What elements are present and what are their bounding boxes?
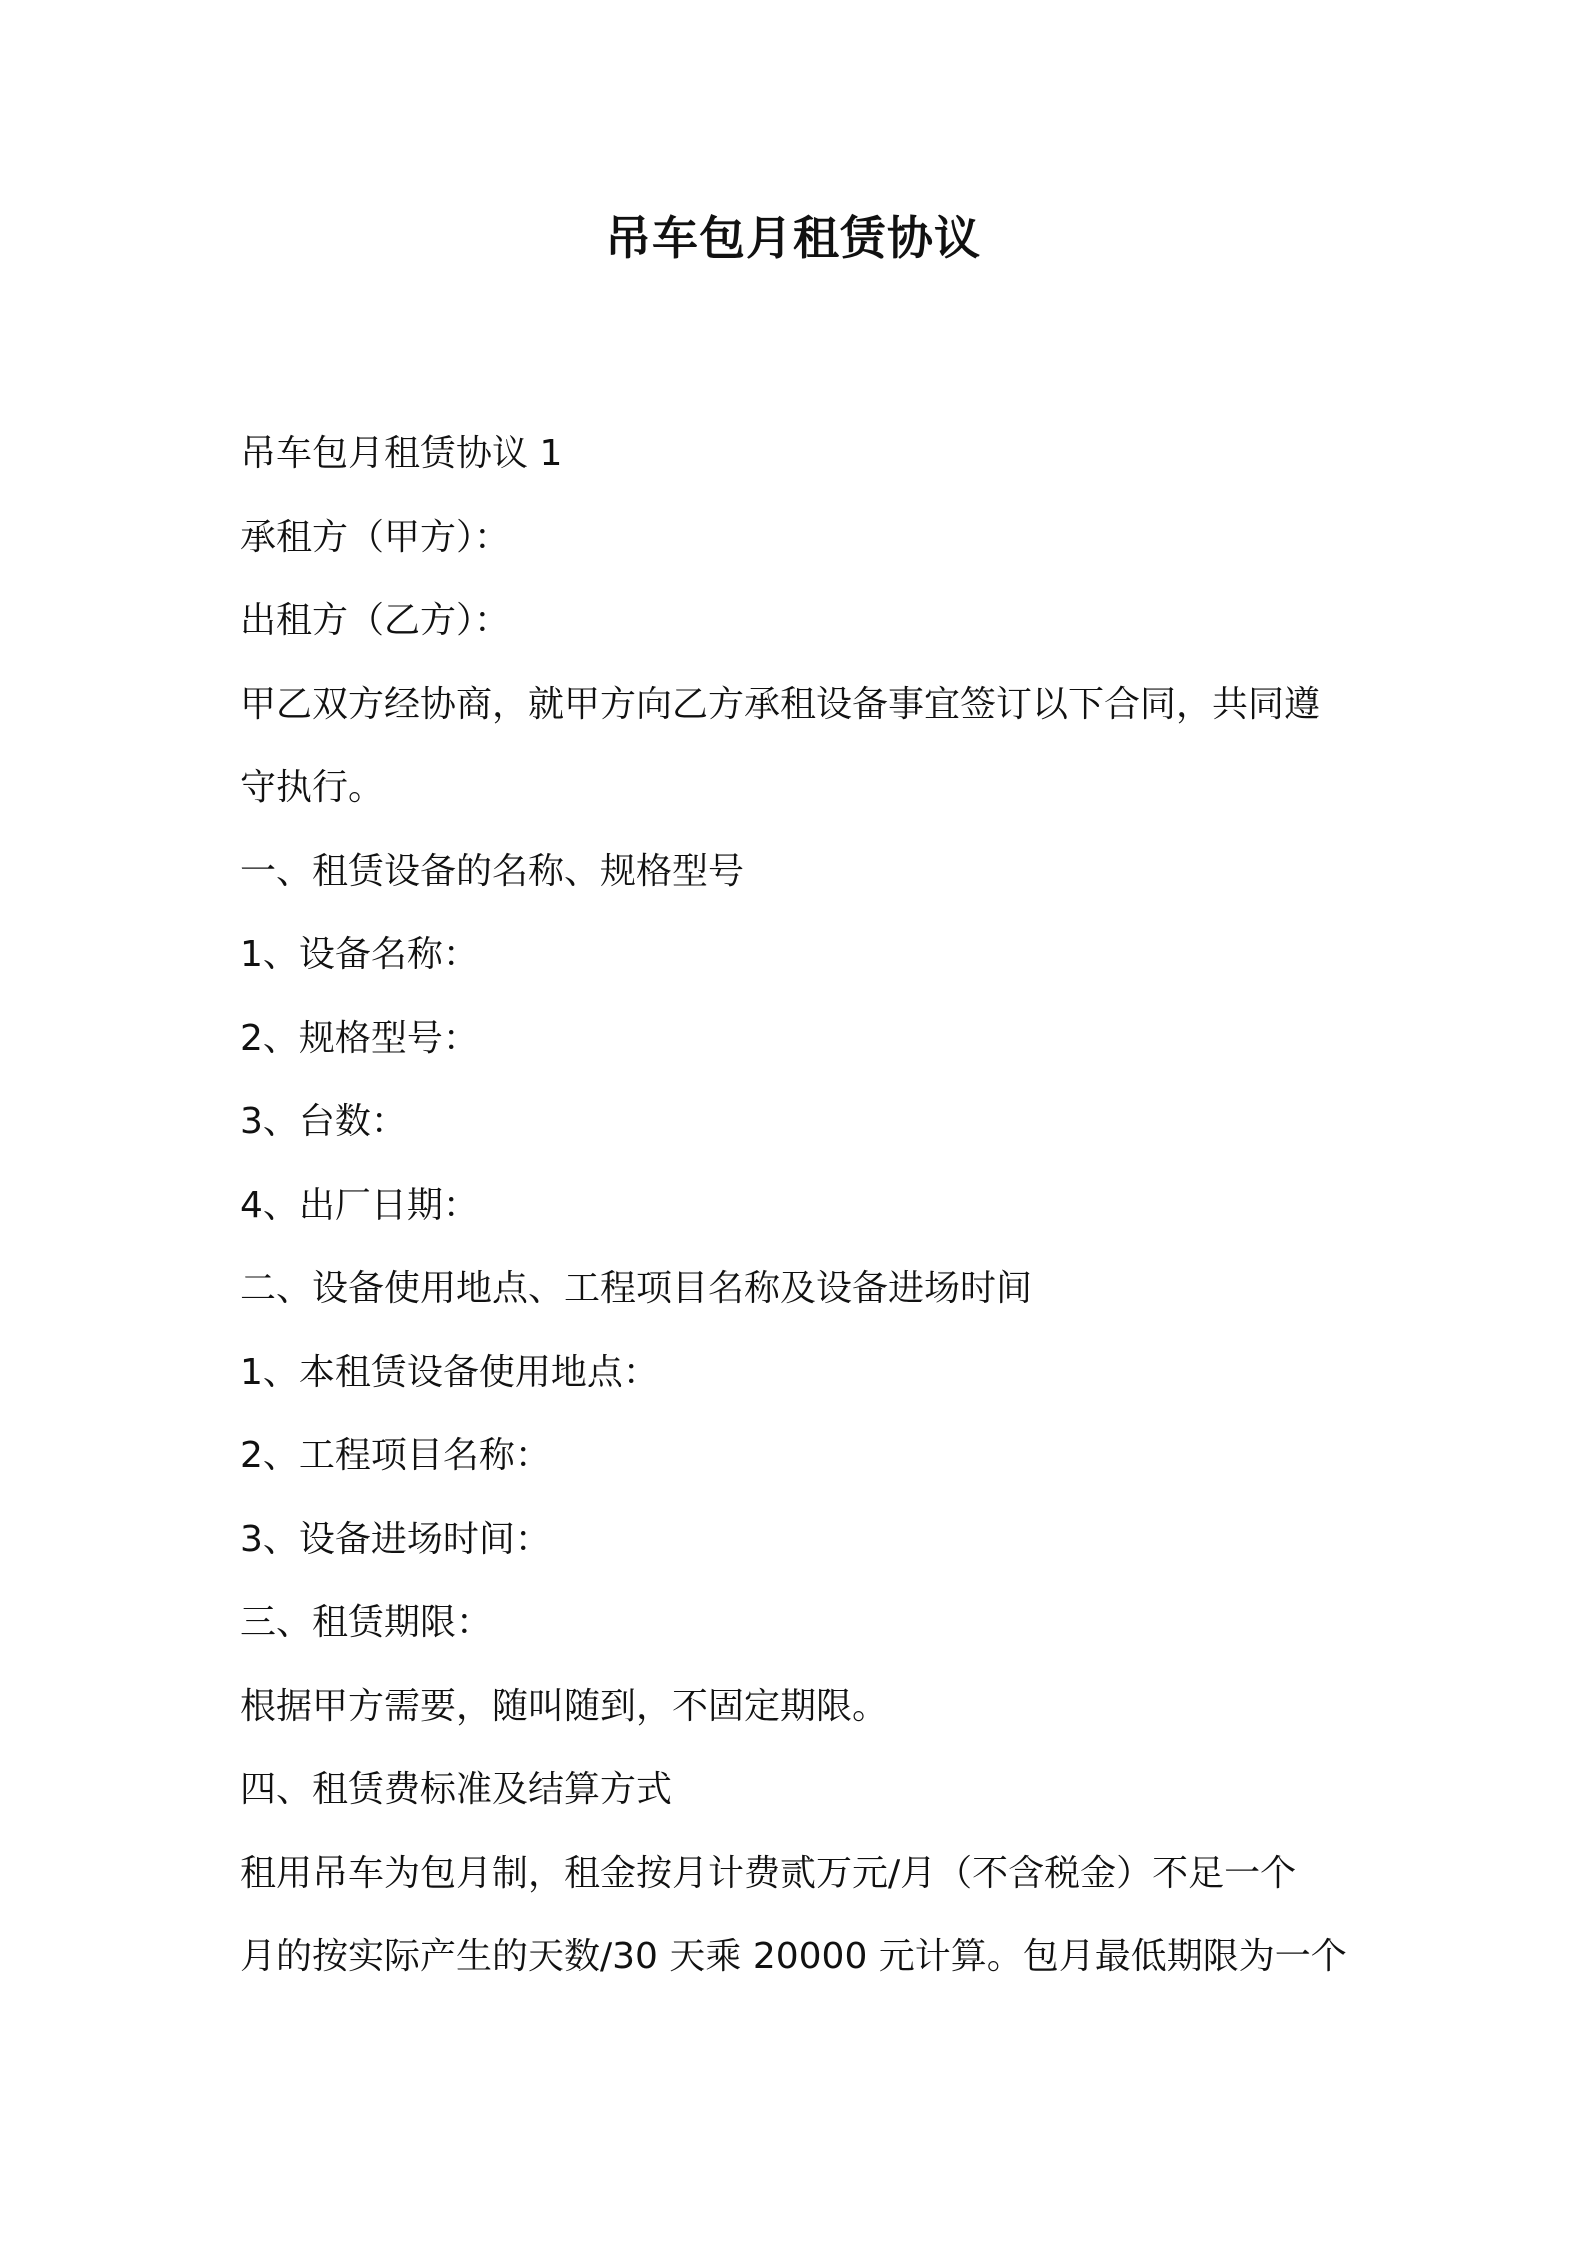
party-a-lessee: 承租方（甲方）： bbox=[240, 516, 511, 558]
project-name-field: 2、工程项目名称： bbox=[240, 1435, 551, 1476]
lease-term-text: 根据甲方需要，随叫随到，不固定期限。 bbox=[240, 1685, 889, 1727]
rent-terms-line-2: 月的按实际产生的天数/30 天乘 20000 元计算。包月最低期限为一个 bbox=[240, 1936, 1347, 1977]
equipment-quantity-field: 3、台数： bbox=[240, 1101, 407, 1142]
entry-time-field: 3、设备进场时间： bbox=[240, 1518, 551, 1560]
preamble-line-2: 守执行。 bbox=[240, 767, 385, 808]
manufacture-date-field: 4、出厂日期： bbox=[240, 1184, 479, 1226]
section-4-heading: 四、租赁费标准及结算方式 bbox=[240, 1769, 673, 1810]
preamble-line-1: 甲乙双方经协商，就甲方向乙方承租设备事宜签订以下合同，共同遵 bbox=[240, 683, 1321, 725]
equipment-name-field: 1、设备名称： bbox=[240, 934, 479, 975]
document-body bbox=[240, 412, 1370, 1999]
section-3-heading: 三、租赁期限： bbox=[240, 1602, 493, 1643]
equipment-model-field: 2、规格型号： bbox=[240, 1017, 479, 1059]
section-2-heading: 二、设备使用地点、工程项目名称及设备进场时间 bbox=[240, 1268, 1033, 1309]
agreement-subtitle: 吊车包月租赁协议 1 bbox=[240, 433, 563, 474]
usage-location-field: 1、本租赁设备使用地点： bbox=[240, 1351, 659, 1393]
rent-terms-line-1: 租用吊车为包月制，租金按月计费贰万元/月（不含税金）不足一个 bbox=[240, 1852, 1297, 1894]
section-1-heading: 一、租赁设备的名称、规格型号 bbox=[240, 850, 745, 892]
document-title: 吊车包月租赁协议 bbox=[605, 211, 981, 265]
party-b-lessor: 出租方（乙方）： bbox=[240, 600, 511, 641]
